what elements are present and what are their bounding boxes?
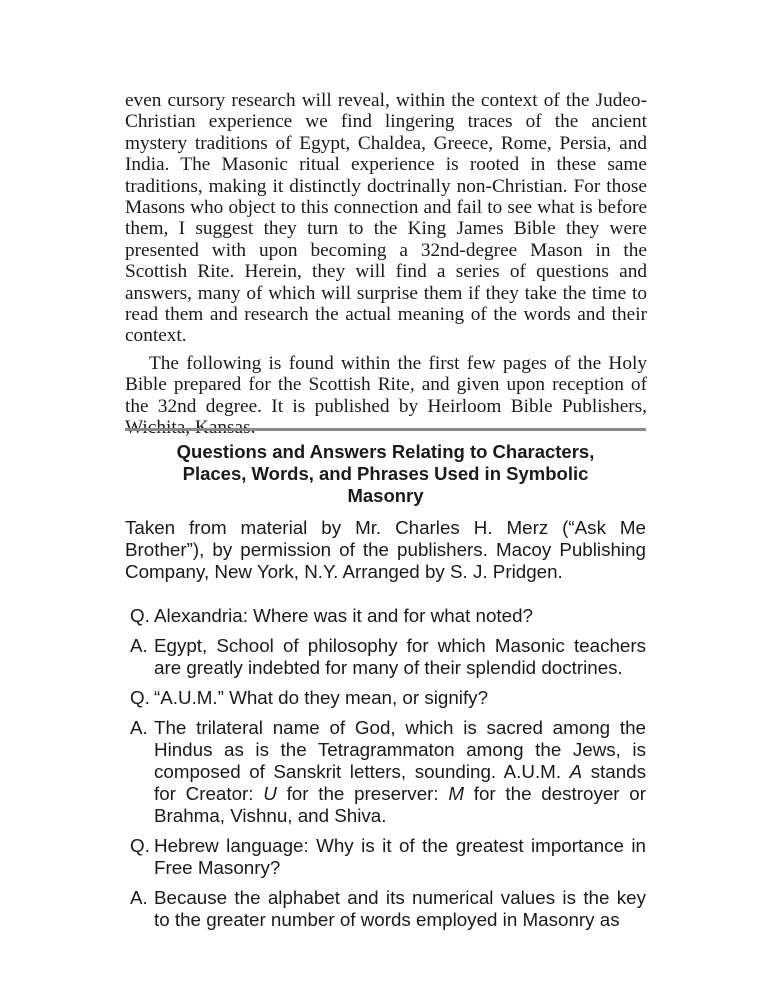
letter-a: A — [569, 761, 583, 782]
qa-tag: Q. — [130, 687, 150, 708]
qa-text-mid-2: for the preserver: — [276, 783, 449, 804]
letter-u: U — [263, 783, 277, 804]
qa-item — [125, 717, 646, 827]
qa-text: Egypt, School of philosophy for which Masonic teachers are greatly indebted for many of their splendid doctrines. — [154, 635, 646, 678]
qa-tag: Q. — [130, 605, 150, 626]
qa-tag: A. — [130, 635, 148, 656]
qa-text-start: The trilateral name of God, which is sacred among the Hindus as is the Tetragrammaton among the Jews, is composed of Sanskrit letters, sounding. A.U.M. — [154, 717, 646, 782]
section-divider — [125, 428, 646, 431]
qa-text: Because the alphabet and its numerical values is the key to the greater number of words employed in Masonry as — [154, 887, 646, 930]
qa-text-end: for the destroyer or Brahma, Vishnu, and Shiva. — [154, 783, 646, 826]
excerpt-box — [125, 441, 646, 939]
qa-tag: A. — [130, 717, 148, 738]
qa-item — [125, 635, 646, 679]
excerpt-title: Questions and Answers Relating to Characters, Places, Words, and Phrases Used in Symbolic Masonry — [176, 441, 595, 506]
qa-item — [125, 687, 646, 709]
qa-text: “A.U.M.” What do they mean, or signify? — [154, 687, 489, 708]
qa-item — [125, 605, 646, 627]
qa-list — [125, 605, 646, 931]
body-text — [125, 90, 647, 439]
body-paragraph-1: even cursory research will reveal, within the context of the Judeo-Christian experience we find lingering traces of the ancient mystery traditions of Egypt, Chaldea, Greece, Rome, Persia, and India. The Masonic ritual experience is rooted in these same traditions, making it distinctly doctrinally non-Christian. For those Masons who object to this connection and fail to see what is before them, I suggest they turn to the King James Bible they were presented with upon becoming a 32nd-degree Mason in the Scottish Rite. Herein, they will find a series of questions and answers, many of which will surprise them if they take the time to read them and research the actual meaning of the words and their context. — [125, 90, 647, 347]
qa-text: Hebrew language: Why is it of the greatest importance in Free Masonry? — [154, 835, 646, 878]
qa-item — [125, 887, 646, 931]
qa-text-mid-1: stands for Creator: — [154, 761, 646, 804]
body-paragraph-2: The following is found within the first few pages of the Holy Bible prepared for the Scottish Rite, and given upon reception of the 32nd degree. It is published by Heirloom Bible Publishers, — [125, 352, 647, 417]
excerpt-intro: Taken from material by Mr. Charles H. Merz (“Ask Me Brother”), by permission of the publishers. Macoy Publishing Company, New York, N.Y. Arranged by S. J. Pridgen. — [125, 517, 646, 582]
letter-m: M — [448, 783, 465, 804]
qa-tag: A. — [130, 887, 148, 908]
qa-tag: Q. — [130, 835, 150, 856]
qa-text: Alexandria: Where was it and for what noted? — [154, 605, 533, 626]
qa-item — [125, 835, 646, 879]
